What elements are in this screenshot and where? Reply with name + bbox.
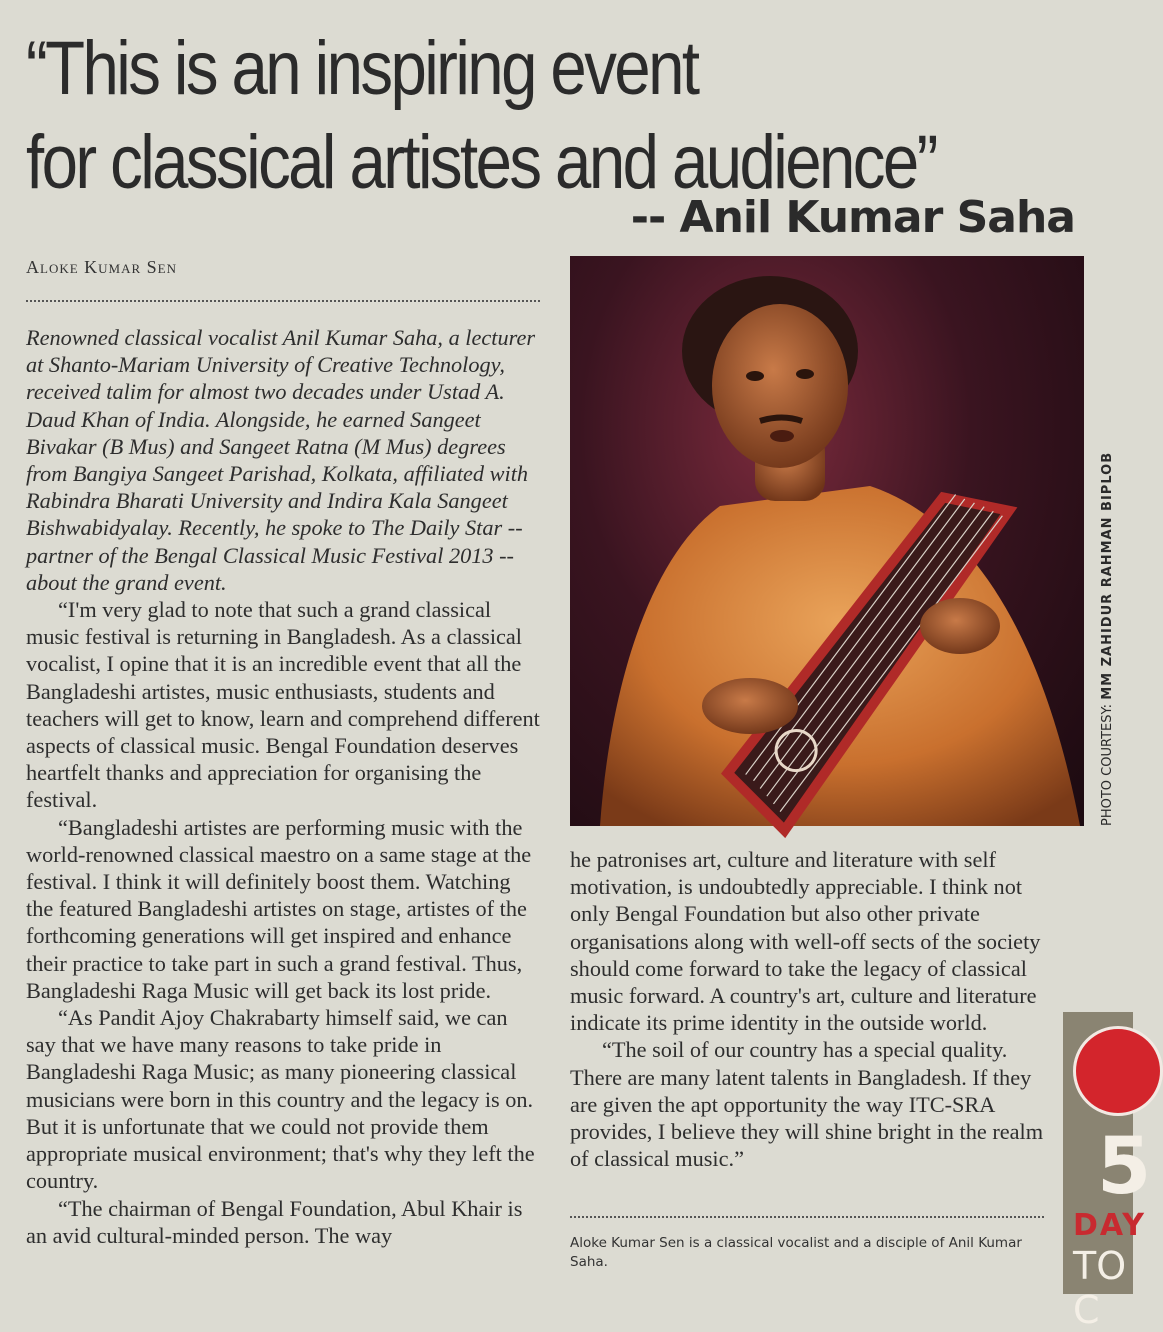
headline-line-2: for classical artistes and audience” <box>26 120 936 205</box>
headline-line-1: “This is an inspiring event <box>26 26 698 111</box>
byline: Aloke Kumar Sen <box>26 257 178 277</box>
body-paragraph: “I'm very glad to note that such a grand classical music festival is returning in Bangladesh. As a classical vocalist, I opine that it is an incredible event that all the Bangladeshi artistes, music enthusiasts, students and teachers will get to know, learn and comprehend different aspects of classical music. Bengal Foundation deserves heartfelt thanks and appreciation for organising the festival. <box>26 597 540 813</box>
caption-divider <box>570 1216 1044 1218</box>
body-paragraph: “The soil of our country has a special quality. There are many latent talents in Bangladesh. If they are given the apt opportunity the way ITC-SRA provides, I believe they will shine bright in the realm of classical music.” <box>570 1037 1044 1172</box>
photo-illustration <box>570 256 1084 826</box>
countdown-badge <box>1063 1012 1152 1332</box>
body-paragraph: he patronises art, culture and literature with self motivation, is undoubtedly appreciable. I think not only Bengal Foundation but also other private organisations along with well-off sects of the society should come forward to take the legacy of classical music forward. A country's art, culture and literature indicate its prime identity in the outside world. <box>570 847 1041 1036</box>
headline-attribution: -- Anil Kumar Saha <box>630 192 1075 243</box>
festival-logo-icon <box>1073 1026 1163 1116</box>
countdown-to-label: TO C <box>1073 1244 1127 1332</box>
headline <box>26 22 938 210</box>
photo-credit-label: PHOTO COURTESY: <box>1100 699 1115 826</box>
byline-divider <box>26 300 540 302</box>
body-paragraph: “The chairman of Bengal Foundation, Abul Khair is an avid cultural-minded person. The way <box>26 1195 523 1248</box>
article-photo <box>570 256 1084 826</box>
intro-paragraph: Renowned classical vocalist Anil Kumar Saha, a lecturer at Shanto-Mariam University of Creative Technology, received talim for almost two decades under Ustad A. Daud Khan of India. Alongside, he earned Sangeet Bivakar (B Mus) and Sangeet Ratna (M Mus) degrees from Bangiya Sangeet Parishad, Kolkata, affiliated with Rabindra Bharati University and Indira Kala Sangeet Bishwabidyalay. Recently, he spoke to The Daily Star -- partner of the Bengal Classical Music Festival 2013 -- about the grand event. <box>26 325 536 595</box>
photo-credit-name: MM ZAHIDUR RAHMAN BIPLOB <box>1100 451 1115 700</box>
countdown-number: 5 <box>1097 1122 1152 1212</box>
body-paragraph: “Bangladeshi artistes are performing music with the world-renowned classical maestro on a same stage at the festival. I think it will definitely boost them. Watching the featured Bangladeshi artistes on stage, artistes of the forthcoming generations will get inspired and enhance their practice to take part in such a grand festival. Thus, Bangladeshi Raga Music will get back its lost pride. <box>26 814 532 1003</box>
photo-credit <box>1100 452 1115 826</box>
body-paragraph: “As Pandit Ajoy Chakrabarty himself said, we can say that we have many reasons to take pride in Bangladeshi Raga Music; as many pioneering classical musicians were born in this country and the legacy is on. But it is unfortunate that we could not provide them appropriate musical environment; that's why they left the country. <box>26 1005 535 1194</box>
countdown-days-label: DAY <box>1073 1208 1146 1243</box>
right-column <box>570 846 1056 1172</box>
left-column <box>26 324 542 1249</box>
author-note: Aloke Kumar Sen is a classical vocalist and a disciple of Anil Kumar Saha. <box>570 1235 1022 1270</box>
